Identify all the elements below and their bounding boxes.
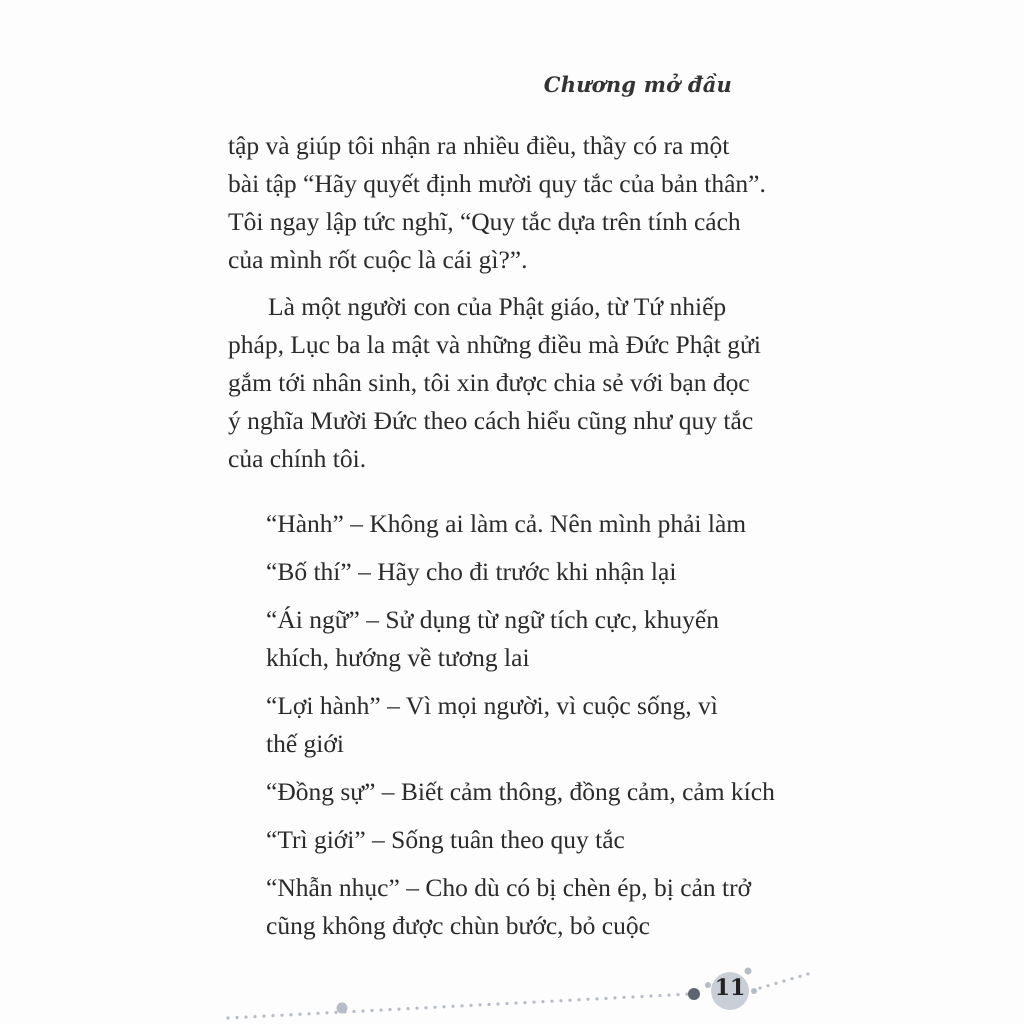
rule-line: “Nhẫn nhục” – Cho dù có bị chèn ép, bị cản trở bbox=[266, 873, 752, 902]
footer-dot bbox=[370, 1009, 373, 1012]
rule-item-bo-thi bbox=[266, 553, 760, 591]
paragraph-1-line: bài tập “Hãy quyết định mười quy tắc của bản thân”. bbox=[228, 169, 766, 198]
rule-line: “Bố thí” – Hãy cho đi trước khi nhận lại bbox=[266, 557, 677, 586]
footer-dot bbox=[451, 1005, 454, 1008]
rule-item-hanh bbox=[266, 505, 760, 543]
virtue-rules-list bbox=[266, 505, 775, 955]
footer-accent-dot bbox=[337, 1003, 348, 1014]
footer-dot bbox=[640, 995, 643, 998]
rule-line: “Trì giới” – Sống tuân theo quy tắc bbox=[266, 825, 625, 854]
footer-dot bbox=[226, 1016, 229, 1019]
footer-dot bbox=[595, 997, 598, 1000]
footer-dot bbox=[766, 984, 769, 987]
footer-dot bbox=[541, 1000, 544, 1003]
footer-dot bbox=[379, 1008, 382, 1011]
footer-dot bbox=[478, 1003, 481, 1006]
paragraph-1-line: của mình rốt cuộc là cái gì?”. bbox=[228, 245, 528, 274]
footer-dot bbox=[613, 996, 616, 999]
footer-dot bbox=[388, 1008, 391, 1011]
paragraph-2-line: gắm tới nhân sinh, tôi xin được chia sẻ với bạn đọc bbox=[228, 368, 750, 397]
footer-dot bbox=[631, 995, 634, 998]
footer-dot bbox=[262, 1015, 265, 1018]
footer-dot bbox=[298, 1013, 301, 1016]
footer-dot bbox=[758, 986, 761, 989]
footer-dot bbox=[782, 979, 785, 982]
footer-dot bbox=[487, 1003, 490, 1006]
rule-line: thế giới bbox=[266, 729, 344, 758]
rule-line: “Ái ngữ” – Sử dụng từ ngữ tích cực, khuyến bbox=[266, 605, 719, 634]
running-head: Chương mở đầu bbox=[543, 72, 732, 97]
paragraph-1 bbox=[228, 127, 766, 279]
page-number: 11 bbox=[714, 975, 746, 1001]
footer-accent-dot bbox=[745, 968, 752, 975]
footer-dot bbox=[334, 1011, 337, 1014]
footer-dot bbox=[397, 1008, 400, 1011]
paragraph-2-line: Là một người con của Phật giáo, từ Tứ nhiếp bbox=[268, 292, 727, 321]
footer-dot bbox=[622, 996, 625, 999]
footer-dot bbox=[352, 1010, 355, 1013]
footer-dot bbox=[460, 1004, 463, 1007]
footer-dot bbox=[550, 1000, 553, 1003]
rule-line: “Hành” – Không ai làm cả. Nên mình phải làm bbox=[266, 509, 747, 538]
footer-dot bbox=[280, 1014, 283, 1017]
footer-dot bbox=[307, 1012, 310, 1015]
paragraph-2-line: của chính tôi. bbox=[228, 444, 367, 473]
footer-dot bbox=[244, 1015, 247, 1018]
footer-dot bbox=[649, 994, 652, 997]
footer-dot bbox=[667, 993, 670, 996]
paragraph-2-line: pháp, Lục ba la mật và những điều mà Đức Phật gửi bbox=[228, 330, 761, 359]
footer-dot bbox=[559, 999, 562, 1002]
footer-dot bbox=[235, 1016, 238, 1019]
footer-dot bbox=[676, 993, 679, 996]
footer-dot bbox=[433, 1006, 436, 1009]
footer-dot bbox=[798, 975, 801, 978]
footer-dot bbox=[316, 1012, 319, 1015]
footer-dot bbox=[532, 1001, 535, 1004]
footer-dot bbox=[604, 997, 607, 1000]
footer-dot bbox=[253, 1015, 256, 1018]
rule-item-dong-su bbox=[266, 773, 775, 811]
rule-line: “Lợi hành” – Vì mọi người, vì cuộc sống, vì bbox=[266, 691, 718, 720]
footer-accent-dot bbox=[751, 988, 757, 994]
footer-dot bbox=[790, 977, 793, 980]
footer-dot bbox=[577, 998, 580, 1001]
paragraph-1-line: Tôi ngay lập tức nghĩ, “Quy tắc dựa trên tính cách bbox=[228, 207, 741, 236]
footer-dot bbox=[361, 1009, 364, 1012]
rule-item-ai-ngu bbox=[266, 601, 760, 677]
footer-accent-dot bbox=[688, 988, 700, 1000]
rule-item-nhan-nhuc bbox=[266, 869, 760, 945]
paragraph-1-line: tập và giúp tôi nhận ra nhiều điều, thầy có ra một bbox=[228, 131, 730, 160]
footer-dot bbox=[806, 972, 809, 975]
footer-dot bbox=[406, 1007, 409, 1010]
footer-dot bbox=[424, 1006, 427, 1009]
footer-dotted-ornament bbox=[0, 940, 1024, 1024]
footer-dot bbox=[505, 1002, 508, 1005]
rule-line: khích, hướng về tương lai bbox=[266, 643, 530, 672]
footer-dot bbox=[774, 982, 777, 985]
footer-dot bbox=[586, 998, 589, 1001]
footer-dot bbox=[442, 1005, 445, 1008]
footer-dot bbox=[658, 994, 661, 997]
paragraph-2-line: ý nghĩa Mười Đức theo cách hiểu cũng như quy tắc bbox=[228, 406, 754, 435]
footer-dot bbox=[514, 1001, 517, 1004]
rule-item-tri-gioi bbox=[266, 821, 760, 859]
rule-line: “Đồng sự” – Biết cảm thông, đồng cảm, cảm kích bbox=[266, 777, 775, 806]
rule-item-loi-hanh bbox=[266, 687, 760, 763]
rule-line: cũng không được chùn bước, bỏ cuộc bbox=[266, 911, 650, 940]
footer-dot bbox=[289, 1013, 292, 1016]
footer-dot bbox=[325, 1011, 328, 1014]
footer-dot bbox=[496, 1002, 499, 1005]
footer-dot bbox=[415, 1007, 418, 1010]
footer-dot bbox=[568, 999, 571, 1002]
footer-dot bbox=[469, 1004, 472, 1007]
paragraph-2 bbox=[228, 288, 761, 478]
footer-dot bbox=[271, 1014, 274, 1017]
footer-dot bbox=[523, 1001, 526, 1004]
